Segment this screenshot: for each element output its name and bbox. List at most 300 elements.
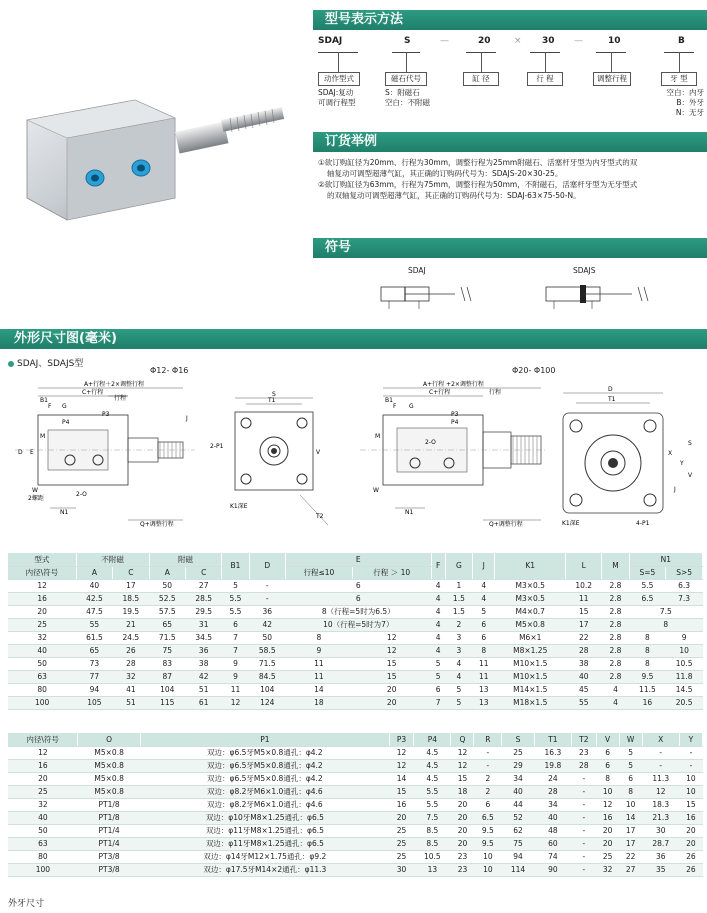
dim-label: 4-P1 (636, 520, 650, 527)
table-cell: 34.5 (185, 631, 221, 644)
table-cell: 6 (222, 618, 249, 631)
table-cell: 50 (8, 824, 78, 837)
table-cell: 2 (445, 618, 472, 631)
table-cell: 50 (149, 579, 185, 592)
table-cell: 62 (502, 824, 535, 837)
table-cell: 10 (666, 644, 703, 657)
table-cell: 8 (619, 785, 642, 798)
table-row (8, 824, 703, 837)
table-cell: 18.3 (642, 798, 679, 811)
spec-table-2 (8, 733, 703, 877)
table-header: G (445, 553, 472, 579)
dim-label: M (40, 433, 46, 440)
code-bore: 20 (478, 36, 491, 46)
dim-label: 行程 (489, 389, 502, 396)
dim-label: B1 (40, 397, 48, 404)
dim-label: 行程 (114, 395, 127, 402)
table-header: K1 (495, 553, 566, 579)
table-cell: PT3/8 (78, 863, 141, 876)
table-cell: - (474, 759, 502, 772)
section-model-code: 型号表示方法 (313, 10, 707, 30)
table-cell: 52.5 (149, 592, 185, 605)
table-cell: 14 (285, 683, 352, 696)
table-cell: 20 (352, 683, 431, 696)
table-row (8, 657, 703, 670)
table-cell: M14×1.5 (495, 683, 566, 696)
table-row (8, 683, 703, 696)
table-header: 不附磁 (76, 553, 149, 566)
table-cell: 40 (502, 785, 535, 798)
table-cell: 75 (502, 837, 535, 850)
table-cell: 16 (679, 811, 702, 824)
table-cell: 23 (572, 746, 597, 759)
table-cell: - (572, 824, 597, 837)
table-cell: 61.5 (76, 631, 112, 644)
table-cell: 3 (445, 644, 472, 657)
table-cell: 10 (679, 785, 702, 798)
table-cell: 32 (113, 670, 149, 683)
table-cell: 63 (8, 670, 76, 683)
table-cell: 6 (472, 631, 494, 644)
table-row (8, 850, 703, 863)
table-cell: 50 (249, 631, 285, 644)
table-cell: 9.5 (629, 670, 666, 683)
table-cell: 17 (619, 824, 642, 837)
table-cell: 25 (389, 837, 413, 850)
table-cell: 6 (472, 618, 494, 631)
dim-label: A+行程＋2×调整行程 (84, 381, 144, 388)
dim-label: M (375, 433, 381, 440)
dim-label: N1 (60, 509, 69, 516)
table-cell: 8（行程=5时为6.5） (285, 605, 431, 618)
table-cell: 4 (431, 579, 445, 592)
table-cell: 11.8 (666, 670, 703, 683)
table-cell: 7.5 (414, 811, 451, 824)
table-cell: 12 (596, 798, 619, 811)
dim-label: W (32, 487, 38, 494)
table-cell: 12 (222, 696, 249, 709)
table-cell: 9 (222, 670, 249, 683)
code-desc-action: SDAJ:复动 可调行程型 (318, 88, 356, 107)
table-cell: 48 (534, 824, 571, 837)
table-cell: 2 (474, 785, 502, 798)
table-cell: 83 (149, 657, 185, 670)
dim-label: V (316, 449, 321, 456)
table-cell: 28 (113, 657, 149, 670)
table-cell: 22 (619, 850, 642, 863)
table-cell: 29 (502, 759, 535, 772)
table-cell: - (474, 746, 502, 759)
table-header: C (185, 566, 221, 579)
table-cell: 8 (629, 644, 666, 657)
table-cell: 13 (472, 683, 494, 696)
table-cell: 15 (451, 772, 474, 785)
table-cell: PT1/8 (78, 811, 141, 824)
table-cell: 20 (451, 798, 474, 811)
table-cell: 4 (431, 605, 445, 618)
table-cell: 32 (8, 631, 76, 644)
table-cell: 28 (534, 785, 571, 798)
table-header: 内径\符号 (8, 733, 78, 746)
table-cell: 4 (445, 670, 472, 683)
section-symbol: 符号 (313, 238, 707, 258)
table-header: N1 (629, 553, 702, 566)
table-cell: 5 (431, 657, 445, 670)
table-cell: 双边：φ11牙M8×1.25通孔：φ6.5 (140, 824, 389, 837)
table-cell: 28.7 (642, 837, 679, 850)
table-header: S>5 (666, 566, 703, 579)
table-cell: 12 (352, 631, 431, 644)
table-header: 附磁 (149, 553, 222, 566)
table-cell: 10 (619, 798, 642, 811)
table-cell: 23 (451, 850, 474, 863)
table-cell: 5.5 (222, 605, 249, 618)
table-cell: 51 (185, 683, 221, 696)
table-header: P4 (414, 733, 451, 746)
table-cell: 20 (352, 696, 431, 709)
table-cell: 8 (629, 657, 666, 670)
table-cell: 12 (451, 746, 474, 759)
table-cell: 73 (76, 657, 112, 670)
table-cell: 65 (149, 618, 185, 631)
table-cell: 10.2 (566, 579, 602, 592)
table-cell: - (679, 759, 702, 772)
table-row (8, 696, 703, 709)
table-cell: 32 (8, 798, 78, 811)
table-cell: 13 (414, 863, 451, 876)
table-row (8, 631, 703, 644)
table-cell: 38 (566, 657, 602, 670)
code-connector (406, 52, 407, 72)
table-cell: 25 (8, 785, 78, 798)
table-cell: 10 (596, 785, 619, 798)
table-cell: 5.5 (222, 592, 249, 605)
table-cell: 7.3 (666, 592, 703, 605)
code-box-bore: 缸 径 (463, 72, 499, 86)
table-cell: 双边：φ11牙M8×1.25通孔：φ6.5 (140, 837, 389, 850)
table-cell: 25 (596, 850, 619, 863)
code-thread: B (678, 36, 685, 46)
dim-label: 2-P1 (210, 443, 224, 450)
table-cell: 87 (149, 670, 185, 683)
code-adjust: 10 (608, 36, 621, 46)
table-cell: 2.8 (602, 605, 629, 618)
table-cell: 2.8 (602, 644, 629, 657)
table-cell: 12 (352, 644, 431, 657)
table-header: A (76, 566, 112, 579)
table-cell: 5 (619, 759, 642, 772)
table-cell: 5 (222, 579, 249, 592)
dim-label: E (30, 449, 34, 456)
table-row (8, 605, 703, 618)
dim-label: Q+调整行程 (489, 521, 523, 528)
table-cell: 30 (642, 824, 679, 837)
table-cell: 52 (502, 811, 535, 824)
table-cell: 11 (222, 683, 249, 696)
table-cell: 61 (185, 696, 221, 709)
table-cell: 8 (472, 644, 494, 657)
dim-label: J (186, 415, 188, 422)
table-cell: 8.5 (414, 837, 451, 850)
table-cell: 17 (566, 618, 602, 631)
dim-label: A+行程 +2×调整行程 (423, 381, 484, 388)
table-cell: 7 (431, 696, 445, 709)
table-cell: 6 (474, 798, 502, 811)
table-cell: M3×0.5 (495, 579, 566, 592)
table-cell: 15 (352, 657, 431, 670)
table-cell: 42 (185, 670, 221, 683)
table-cell: 2.8 (602, 592, 629, 605)
spec-table-1-body (8, 579, 703, 709)
table-cell: 20 (451, 824, 474, 837)
table-cell: 44 (502, 798, 535, 811)
spec-table-1 (8, 553, 703, 710)
table-cell: 12 (389, 746, 413, 759)
table-header: D (249, 553, 285, 579)
table-cell: - (572, 785, 597, 798)
bullet-icon (8, 361, 14, 367)
code-connector (611, 52, 612, 72)
range-label-small: Φ12- Φ16 (150, 366, 189, 375)
table-cell: 4 (472, 592, 494, 605)
table-cell: 47.5 (76, 605, 112, 618)
table-cell: 6 (285, 579, 431, 592)
table-cell: 4 (431, 631, 445, 644)
table-cell: 26 (679, 850, 702, 863)
table-cell: 15 (352, 670, 431, 683)
table-cell: 4.5 (414, 746, 451, 759)
table-cell: 105 (76, 696, 112, 709)
table-cell: 15 (679, 798, 702, 811)
dim-label: K1深E (230, 503, 248, 510)
table-cell: 11 (285, 657, 352, 670)
table-cell: 28 (566, 644, 602, 657)
code-desc-thread: 空白：内牙 B：外牙 N：无牙 (666, 88, 704, 117)
table-cell: 20 (451, 837, 474, 850)
code-dash-2: — (574, 36, 583, 46)
table-cell: 26 (679, 863, 702, 876)
code-connector (679, 52, 680, 72)
table-cell: - (572, 850, 597, 863)
table-cell: 45 (566, 683, 602, 696)
dim-label: K1深E (562, 520, 580, 527)
ordering-examples: ①欲订购缸径为20mm、行程为30mm，调整行程为25mm附磁石、活塞杆牙型为内牙型式的双 轴复动可调型超薄气缸，其正确的订购码代号为：SDAJS-20×30-25。 ②欲订购缸径为63mm，行程为75mm，调整行程为50mm，不附磁石，活塞杆牙型为无牙型式 的双轴复动可调型超薄气缸，其正确的订购码代号为：SDAJ-63×75-50-N。 (318, 158, 638, 200)
table-cell: 40 (76, 579, 112, 592)
dim-label: T1 (608, 396, 616, 403)
table-cell: 6.3 (666, 579, 703, 592)
table-cell: 29.5 (185, 605, 221, 618)
dim-label: W (373, 487, 379, 494)
table-cell: 77 (76, 670, 112, 683)
table-cell: 13 (472, 696, 494, 709)
model-code-row (318, 36, 703, 52)
table-cell: 27 (185, 579, 221, 592)
code-box-adjust: 调整行程 (593, 72, 631, 86)
table-cell: 双边：φ6.5牙M5×0.8通孔：φ4.2 (140, 759, 389, 772)
table-cell: 4 (431, 592, 445, 605)
table-cell: PT3/8 (78, 850, 141, 863)
table-cell: 40 (534, 811, 571, 824)
dim-label: F (48, 403, 52, 410)
table-cell: 90 (534, 863, 571, 876)
table-header: R (474, 733, 502, 746)
table-cell: M5×0.8 (495, 618, 566, 631)
dim-label: D (608, 386, 613, 393)
table-cell: 38 (185, 657, 221, 670)
code-connector (338, 52, 339, 72)
table-header: T2 (572, 733, 597, 746)
table-cell: 21.3 (642, 811, 679, 824)
dim-label: 2-O (425, 439, 436, 446)
table-cell: 71.5 (149, 631, 185, 644)
table-cell: 7 (222, 644, 249, 657)
table-header: P1 (140, 733, 389, 746)
table-cell: 16.3 (534, 746, 571, 759)
table-cell: 4 (472, 579, 494, 592)
table-cell: 5 (619, 746, 642, 759)
dim-label: C+行程 (429, 389, 451, 396)
table-cell: 75 (149, 644, 185, 657)
footer-caption: 外牙尺寸 (8, 899, 45, 909)
table-row (8, 592, 703, 605)
table-cell: - (572, 798, 597, 811)
table-cell: 5 (431, 670, 445, 683)
code-box-thread: 牙 型 (661, 72, 697, 86)
drawing-subtitle: SDAJ、SDAJS型 (8, 356, 83, 369)
table-header: V (596, 733, 619, 746)
table-cell: 17 (619, 837, 642, 850)
code-action: SDAJ (318, 36, 343, 46)
table-cell: 36 (642, 850, 679, 863)
table-cell: 80 (8, 683, 76, 696)
table-cell: 8 (596, 772, 619, 785)
dim-label: G (409, 403, 414, 410)
table-cell: 65 (76, 644, 112, 657)
table-cell: 双边：φ6.5牙M5×0.8通孔：φ4.2 (140, 746, 389, 759)
table-cell: 1.5 (445, 605, 472, 618)
table-cell: - (572, 837, 597, 850)
table-cell: 11 (285, 670, 352, 683)
table-cell: 11.5 (629, 683, 666, 696)
code-box-action: 动作型式 (318, 72, 360, 86)
table-header: S=5 (629, 566, 666, 579)
table-cell: 6 (285, 592, 431, 605)
table-cell: M6×1 (495, 631, 566, 644)
table-cell: 57.5 (149, 605, 185, 618)
table-cell: 8 (285, 631, 352, 644)
table-cell: 5.5 (629, 579, 666, 592)
table-cell: 6 (431, 683, 445, 696)
table-cell: 35 (642, 863, 679, 876)
table-header: W (619, 733, 642, 746)
table-cell: 11.3 (642, 772, 679, 785)
table-header: 行程 ＞ 10 (352, 566, 431, 579)
table-cell: 7.5 (629, 605, 702, 618)
table-cell: 12 (389, 759, 413, 772)
dim-label: V (688, 472, 693, 479)
table-cell: 36 (185, 644, 221, 657)
table-row (8, 759, 703, 772)
dim-label: B1 (385, 397, 393, 404)
dim-label: T2 (316, 513, 324, 520)
table-cell: 40 (566, 670, 602, 683)
table-cell: 115 (149, 696, 185, 709)
dim-label: N1 (405, 509, 414, 516)
dim-label: G (62, 403, 67, 410)
table-cell: 双边：φ6.5牙M5×0.8通孔：φ4.2 (140, 772, 389, 785)
table-cell: 20 (596, 824, 619, 837)
table-cell: 34 (502, 772, 535, 785)
table-cell: 3 (445, 631, 472, 644)
table-cell: 双边：φ17.5牙M14×2通孔：φ11.3 (140, 863, 389, 876)
table-cell: 9.5 (474, 824, 502, 837)
table-cell: 5 (445, 683, 472, 696)
table-cell: M5×0.8 (78, 785, 141, 798)
table-cell: 63 (8, 837, 78, 850)
product-photo (15, 80, 305, 240)
code-connector (481, 52, 482, 72)
table-cell: 58.5 (249, 644, 285, 657)
table-cell: 10（行程=5时为7） (285, 618, 431, 631)
table-cell: 28 (572, 759, 597, 772)
table-cell: 55 (76, 618, 112, 631)
table-cell: 1.5 (445, 592, 472, 605)
table-cell: 2.8 (602, 657, 629, 670)
dim-label: Q+调整行程 (140, 521, 174, 528)
table-row (8, 811, 703, 824)
table-cell: 双边：φ10牙M8×1.25通孔：φ6.5 (140, 811, 389, 824)
table-row (8, 798, 703, 811)
code-desc-magnet: S：附磁石 空白：不附磁 (385, 88, 430, 107)
drawing-small-end (200, 390, 340, 530)
symbol-label-sdaj: SDAJ (408, 266, 426, 275)
table-cell: 8.5 (414, 824, 451, 837)
table-cell: 94 (502, 850, 535, 863)
table-row (8, 863, 703, 876)
table-cell: 20 (8, 772, 78, 785)
table-cell: 20 (389, 811, 413, 824)
section-dimensions: 外形尺寸图(毫米) (0, 329, 707, 349)
table-cell: 94 (76, 683, 112, 696)
symbol-diagram-sdajs (540, 275, 660, 315)
table-cell: 6.5 (629, 592, 666, 605)
table-cell: M8×1.25 (495, 644, 566, 657)
code-stroke: 30 (542, 36, 555, 46)
table-cell: 20.5 (666, 696, 703, 709)
table-row (8, 579, 703, 592)
table-header: S (502, 733, 535, 746)
table-cell: 6 (596, 746, 619, 759)
table-cell: 2 (474, 772, 502, 785)
table-cell: 84.5 (249, 670, 285, 683)
dim-label: Y (680, 460, 684, 467)
table-header: P3 (389, 733, 413, 746)
table-header: L (566, 553, 602, 579)
table-cell: 18 (451, 785, 474, 798)
table-cell: 21 (113, 618, 149, 631)
table-cell: 19.8 (534, 759, 571, 772)
table-cell: 12 (451, 759, 474, 772)
table-cell: 2.8 (602, 670, 629, 683)
table-cell: 5.5 (414, 785, 451, 798)
dim-label: D (18, 449, 23, 456)
table-header: O (78, 733, 141, 746)
drawing-small-side (10, 380, 200, 530)
table-cell: 23 (451, 863, 474, 876)
table-cell: 4 (431, 618, 445, 631)
table-cell: - (249, 579, 285, 592)
table-cell: 4 (431, 644, 445, 657)
